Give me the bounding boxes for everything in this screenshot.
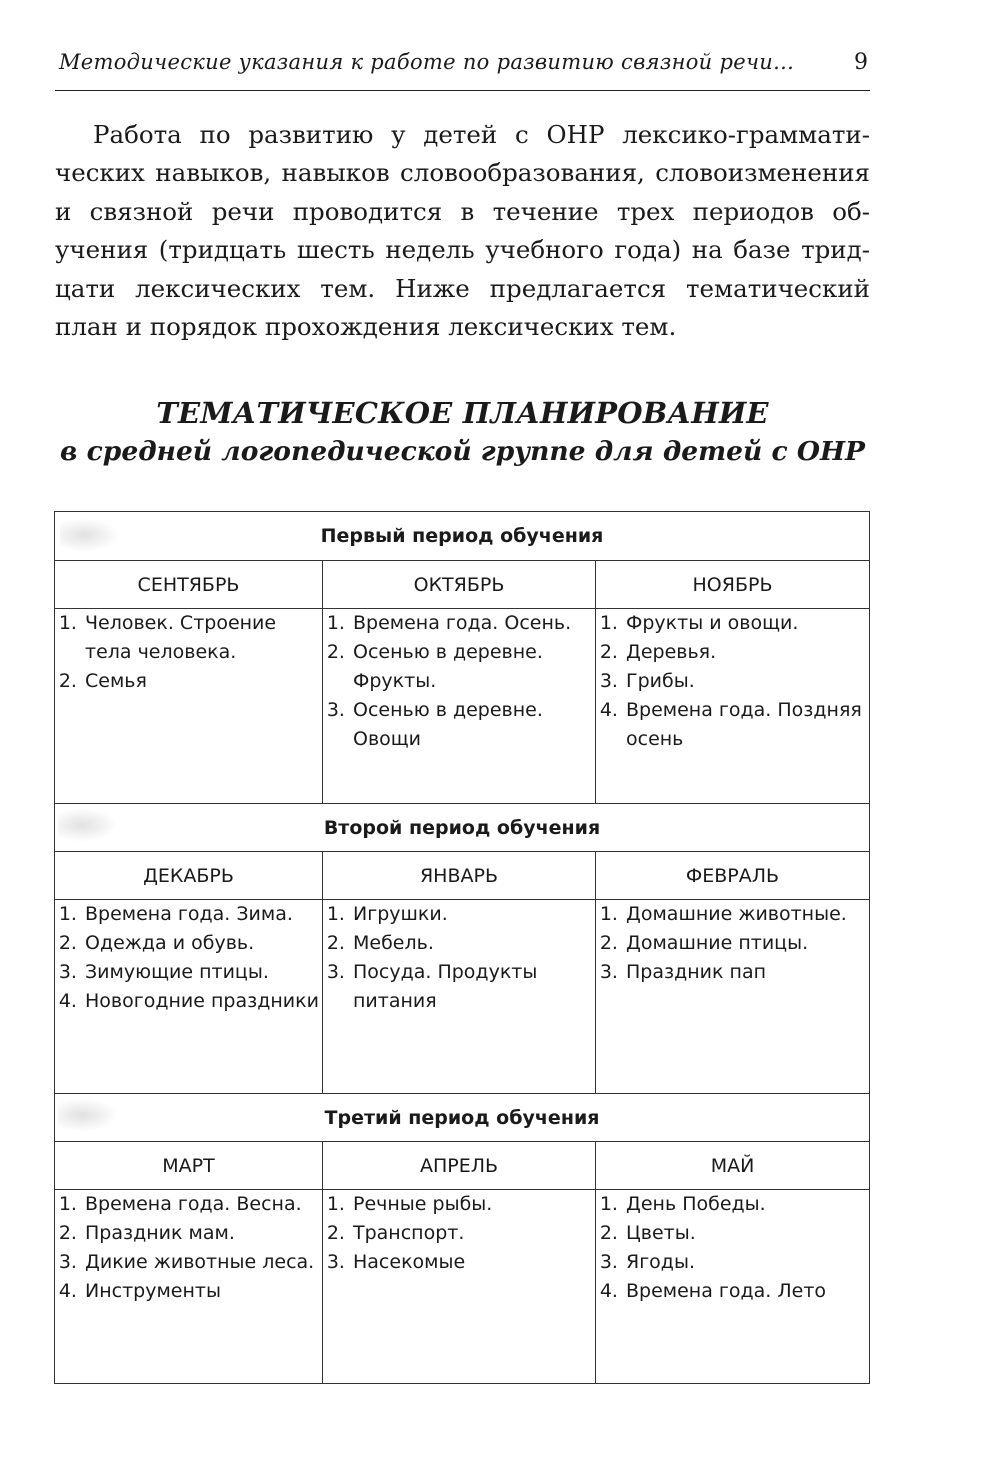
topic-item: 1. Времена года. Весна. xyxy=(83,1190,322,1219)
topic-item: 3. Посуда. Продукты питания xyxy=(351,958,595,1016)
running-header-title: Методические указания к работе по развитию связной речи... xyxy=(59,50,795,74)
topic-item: 2. Осенью в деревне. Фрукты. xyxy=(351,638,595,696)
topic-item: 4. Новогодние праздники xyxy=(83,987,322,1016)
topic-item: 3. Дикие животные леса. xyxy=(83,1248,322,1277)
thematic-plan-table xyxy=(54,511,870,1384)
month-topics-cell xyxy=(323,900,596,1094)
topic-item: 2. Деревья. xyxy=(624,638,869,667)
topic-item: 2. Транспорт. xyxy=(351,1219,595,1248)
topic-item: 2. Мебель. xyxy=(351,929,595,958)
month-header: ЯНВАРЬ xyxy=(323,852,596,900)
month-header: НОЯБРЬ xyxy=(596,561,870,609)
month-header: ДЕКАБРЬ xyxy=(55,852,323,900)
month-topics-cell xyxy=(596,1190,870,1384)
month-header: АПРЕЛЬ xyxy=(323,1142,596,1190)
topic-list xyxy=(596,1190,869,1306)
page-number: 9 xyxy=(854,50,868,75)
topic-item: 2. Праздник мам. xyxy=(83,1219,322,1248)
month-header: МАРТ xyxy=(55,1142,323,1190)
topic-item: 3. Праздник пап xyxy=(624,958,869,987)
running-header xyxy=(55,50,870,91)
intro-paragraph: Работа по развитию у детей с ОНР лексико-грамматических навыков, навыков словообразования, словоизменения и связной речи проводится в течение трех периодов обучения (тридцать шесть недель учебного года) на базе тридцати лексических тем. Ниже предлагается тематический план и порядок прохождения лексических тем. xyxy=(55,120,870,342)
month-topics-cell xyxy=(55,1190,323,1384)
month-header: МАЙ xyxy=(596,1142,870,1190)
topic-list xyxy=(323,900,595,1016)
topic-item: 4. Инструменты xyxy=(83,1277,322,1306)
topic-list xyxy=(323,1190,595,1277)
month-topics-cell xyxy=(323,609,596,804)
topic-item: 2. Семья xyxy=(83,667,322,696)
section-subtitle: в средней логопедической группе для детей с ОНР xyxy=(60,436,865,467)
topic-item: 1. Игрушки. xyxy=(351,900,595,929)
month-header: ОКТЯБРЬ xyxy=(323,561,596,609)
topic-item: 1. Речные рыбы. xyxy=(351,1190,595,1219)
topic-item: 4. Времена года. Поздняя осень xyxy=(624,696,869,754)
topic-list xyxy=(55,900,322,1016)
month-topics-cell xyxy=(596,609,870,804)
month-header: ФЕВРАЛЬ xyxy=(596,852,870,900)
topic-item: 2. Домашние птицы. xyxy=(624,929,869,958)
topic-item: 4. Времена года. Лето xyxy=(624,1277,869,1306)
topic-list xyxy=(55,1190,322,1306)
topic-item: 1. Времена года. Осень. xyxy=(351,609,595,638)
topic-item: 1. День Победы. xyxy=(624,1190,869,1219)
topic-item: 3. Грибы. xyxy=(624,667,869,696)
section-title: ТЕМАТИЧЕСКОЕ ПЛАНИРОВАНИЕ xyxy=(156,396,769,430)
topic-list xyxy=(323,609,595,754)
topic-item: 2. Цветы. xyxy=(624,1219,869,1248)
topic-list xyxy=(596,900,869,987)
topic-item: 1. Времена года. Зима. xyxy=(83,900,322,929)
topic-item: 1. Фрукты и овощи. xyxy=(624,609,869,638)
period-heading: Третий период обучения xyxy=(55,1094,870,1142)
topic-list xyxy=(55,609,322,696)
month-topics-cell xyxy=(55,609,323,804)
topic-item: 1. Домашние животные. xyxy=(624,900,869,929)
month-header: СЕНТЯБРЬ xyxy=(55,561,323,609)
topic-item: 3. Насекомые xyxy=(351,1248,595,1277)
topic-item: 1. Человек. Строение тела человека. xyxy=(83,609,322,667)
month-topics-cell xyxy=(323,1190,596,1384)
month-topics-cell xyxy=(596,900,870,1094)
period-heading: Второй период обучения xyxy=(55,804,870,852)
topic-item: 2. Одежда и обувь. xyxy=(83,929,322,958)
period-heading: Первый период обучения xyxy=(55,512,870,561)
month-topics-cell xyxy=(55,900,323,1094)
topic-item: 3. Ягоды. xyxy=(624,1248,869,1277)
topic-list xyxy=(596,609,869,754)
topic-item: 3. Осенью в деревне. Овощи xyxy=(351,696,595,754)
topic-item: 3. Зимующие птицы. xyxy=(83,958,322,987)
